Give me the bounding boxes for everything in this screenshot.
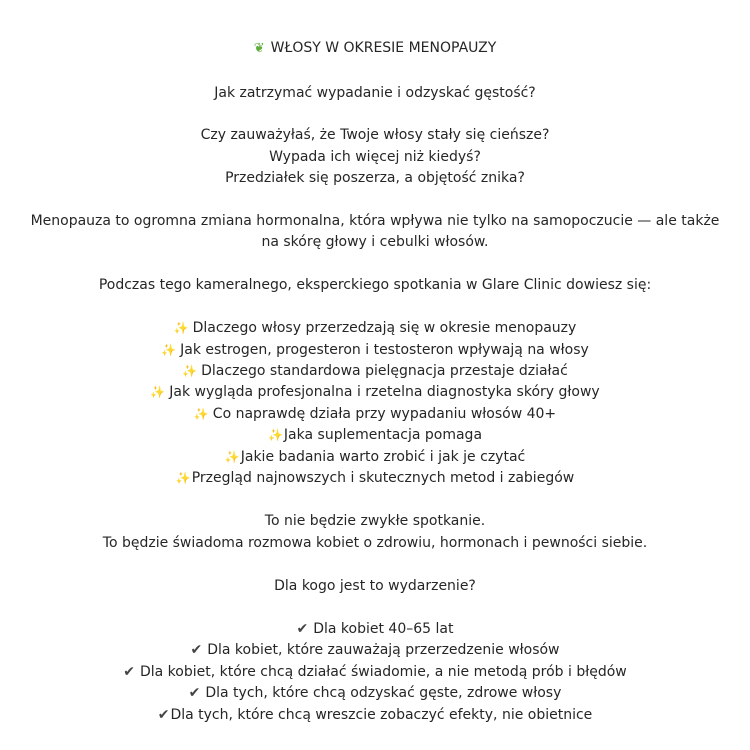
audience-item-text: Dla kobiet, które chcą działać świadomie, a nie metodą prób i błędów xyxy=(139,664,627,680)
learn-item-text: Jaka suplementacja pomaga xyxy=(283,427,483,443)
check-mark-icon: ✔ xyxy=(188,685,201,701)
audience-item xyxy=(0,640,750,660)
learn-item-text: Przegląd najnowszych i skutecznych metod i zabiegów xyxy=(191,470,575,486)
learn-item-text: Jakie badania warto zrobić i jak je czytać xyxy=(240,449,526,465)
sparkles-icon: ✨ xyxy=(175,471,191,485)
audience-item xyxy=(0,683,750,703)
sparkles-icon: ✨ xyxy=(267,428,283,442)
learn-item-text: Jak estrogen, progesteron i testosteron wpływają na włosy xyxy=(180,342,589,358)
audience-item-text: Dla tych, które chcą odzyskać gęste, zdrowe włosy xyxy=(205,685,562,701)
sparkles-icon: ✨ xyxy=(173,321,189,335)
closing-line: To nie będzie zwykłe spotkanie. xyxy=(264,513,486,529)
question-line: Wypada ich więcej niż kiedyś? xyxy=(269,149,481,165)
audience-item-text: Dla kobiet, które zauważają przerzedzenie włosów xyxy=(207,642,560,658)
audience-item xyxy=(0,619,750,639)
closing-line: To będzie świadoma rozmowa kobiet o zdrowiu, hormonach i pewności siebie. xyxy=(102,535,648,551)
check-mark-icon: ✔ xyxy=(190,642,203,658)
learn-item xyxy=(0,318,750,338)
learn-item-text: Dlaczego standardowa pielęgnacja przestaje działać xyxy=(201,363,568,379)
check-mark-icon: ✔ xyxy=(157,707,170,723)
check-mark-icon: ✔ xyxy=(123,664,135,680)
herb-leaf-icon: ❦ xyxy=(253,41,265,56)
title-line xyxy=(0,38,750,59)
learn-item-text: Dlaczego włosy przerzedzają się w okresie menopauzy xyxy=(192,320,577,336)
learn-heading: Podczas tego kameralnego, eksperckiego spotkania w Glare Clinic dowiesz się: xyxy=(98,277,652,293)
learn-item xyxy=(0,340,750,360)
sparkles-icon: ✨ xyxy=(161,343,177,357)
learn-item xyxy=(0,361,750,381)
audience-item-text: Dla kobiet 40–65 lat xyxy=(313,621,454,637)
audience-item-text: Dla tych, które chcą wreszcie zobaczyć efekty, nie obietnice xyxy=(170,707,593,723)
title-text: WŁOSY W OKRESIE MENOPAUZY xyxy=(270,40,497,56)
question-line: Czy zauważyłaś, że Twoje włosy stały się cieńsze? xyxy=(200,127,550,143)
learn-item xyxy=(0,447,750,467)
intro-line: Menopauza to ogromna zmiana hormonalna, która wpływa nie tylko na samopoczucie — ale także xyxy=(30,213,720,229)
learn-item xyxy=(0,404,750,424)
learn-item-text: Co naprawdę działa przy wypadaniu włosów 40+ xyxy=(212,406,557,422)
sparkles-icon: ✨ xyxy=(224,450,240,464)
learn-item-text: Jak wygląda profesjonalna i rzetelna diagnostyka skóry głowy xyxy=(169,384,600,400)
sparkles-icon: ✨ xyxy=(182,364,198,378)
audience-item xyxy=(0,662,750,682)
sparkles-icon: ✨ xyxy=(150,385,166,399)
audience-item xyxy=(0,705,750,725)
check-mark-icon: ✔ xyxy=(296,621,309,637)
learn-item xyxy=(0,382,750,402)
audience-heading: Dla kogo jest to wydarzenie? xyxy=(274,578,476,594)
learn-item xyxy=(0,468,750,488)
sparkles-icon: ✨ xyxy=(193,407,209,421)
question-line: Przedziałek się poszerza, a objętość znika? xyxy=(225,170,525,186)
intro-line: na skórę głowy i cebulki włosów. xyxy=(261,234,489,250)
learn-item xyxy=(0,425,750,445)
subtitle: Jak zatrzymać wypadanie i odzyskać gęstość? xyxy=(214,85,536,101)
